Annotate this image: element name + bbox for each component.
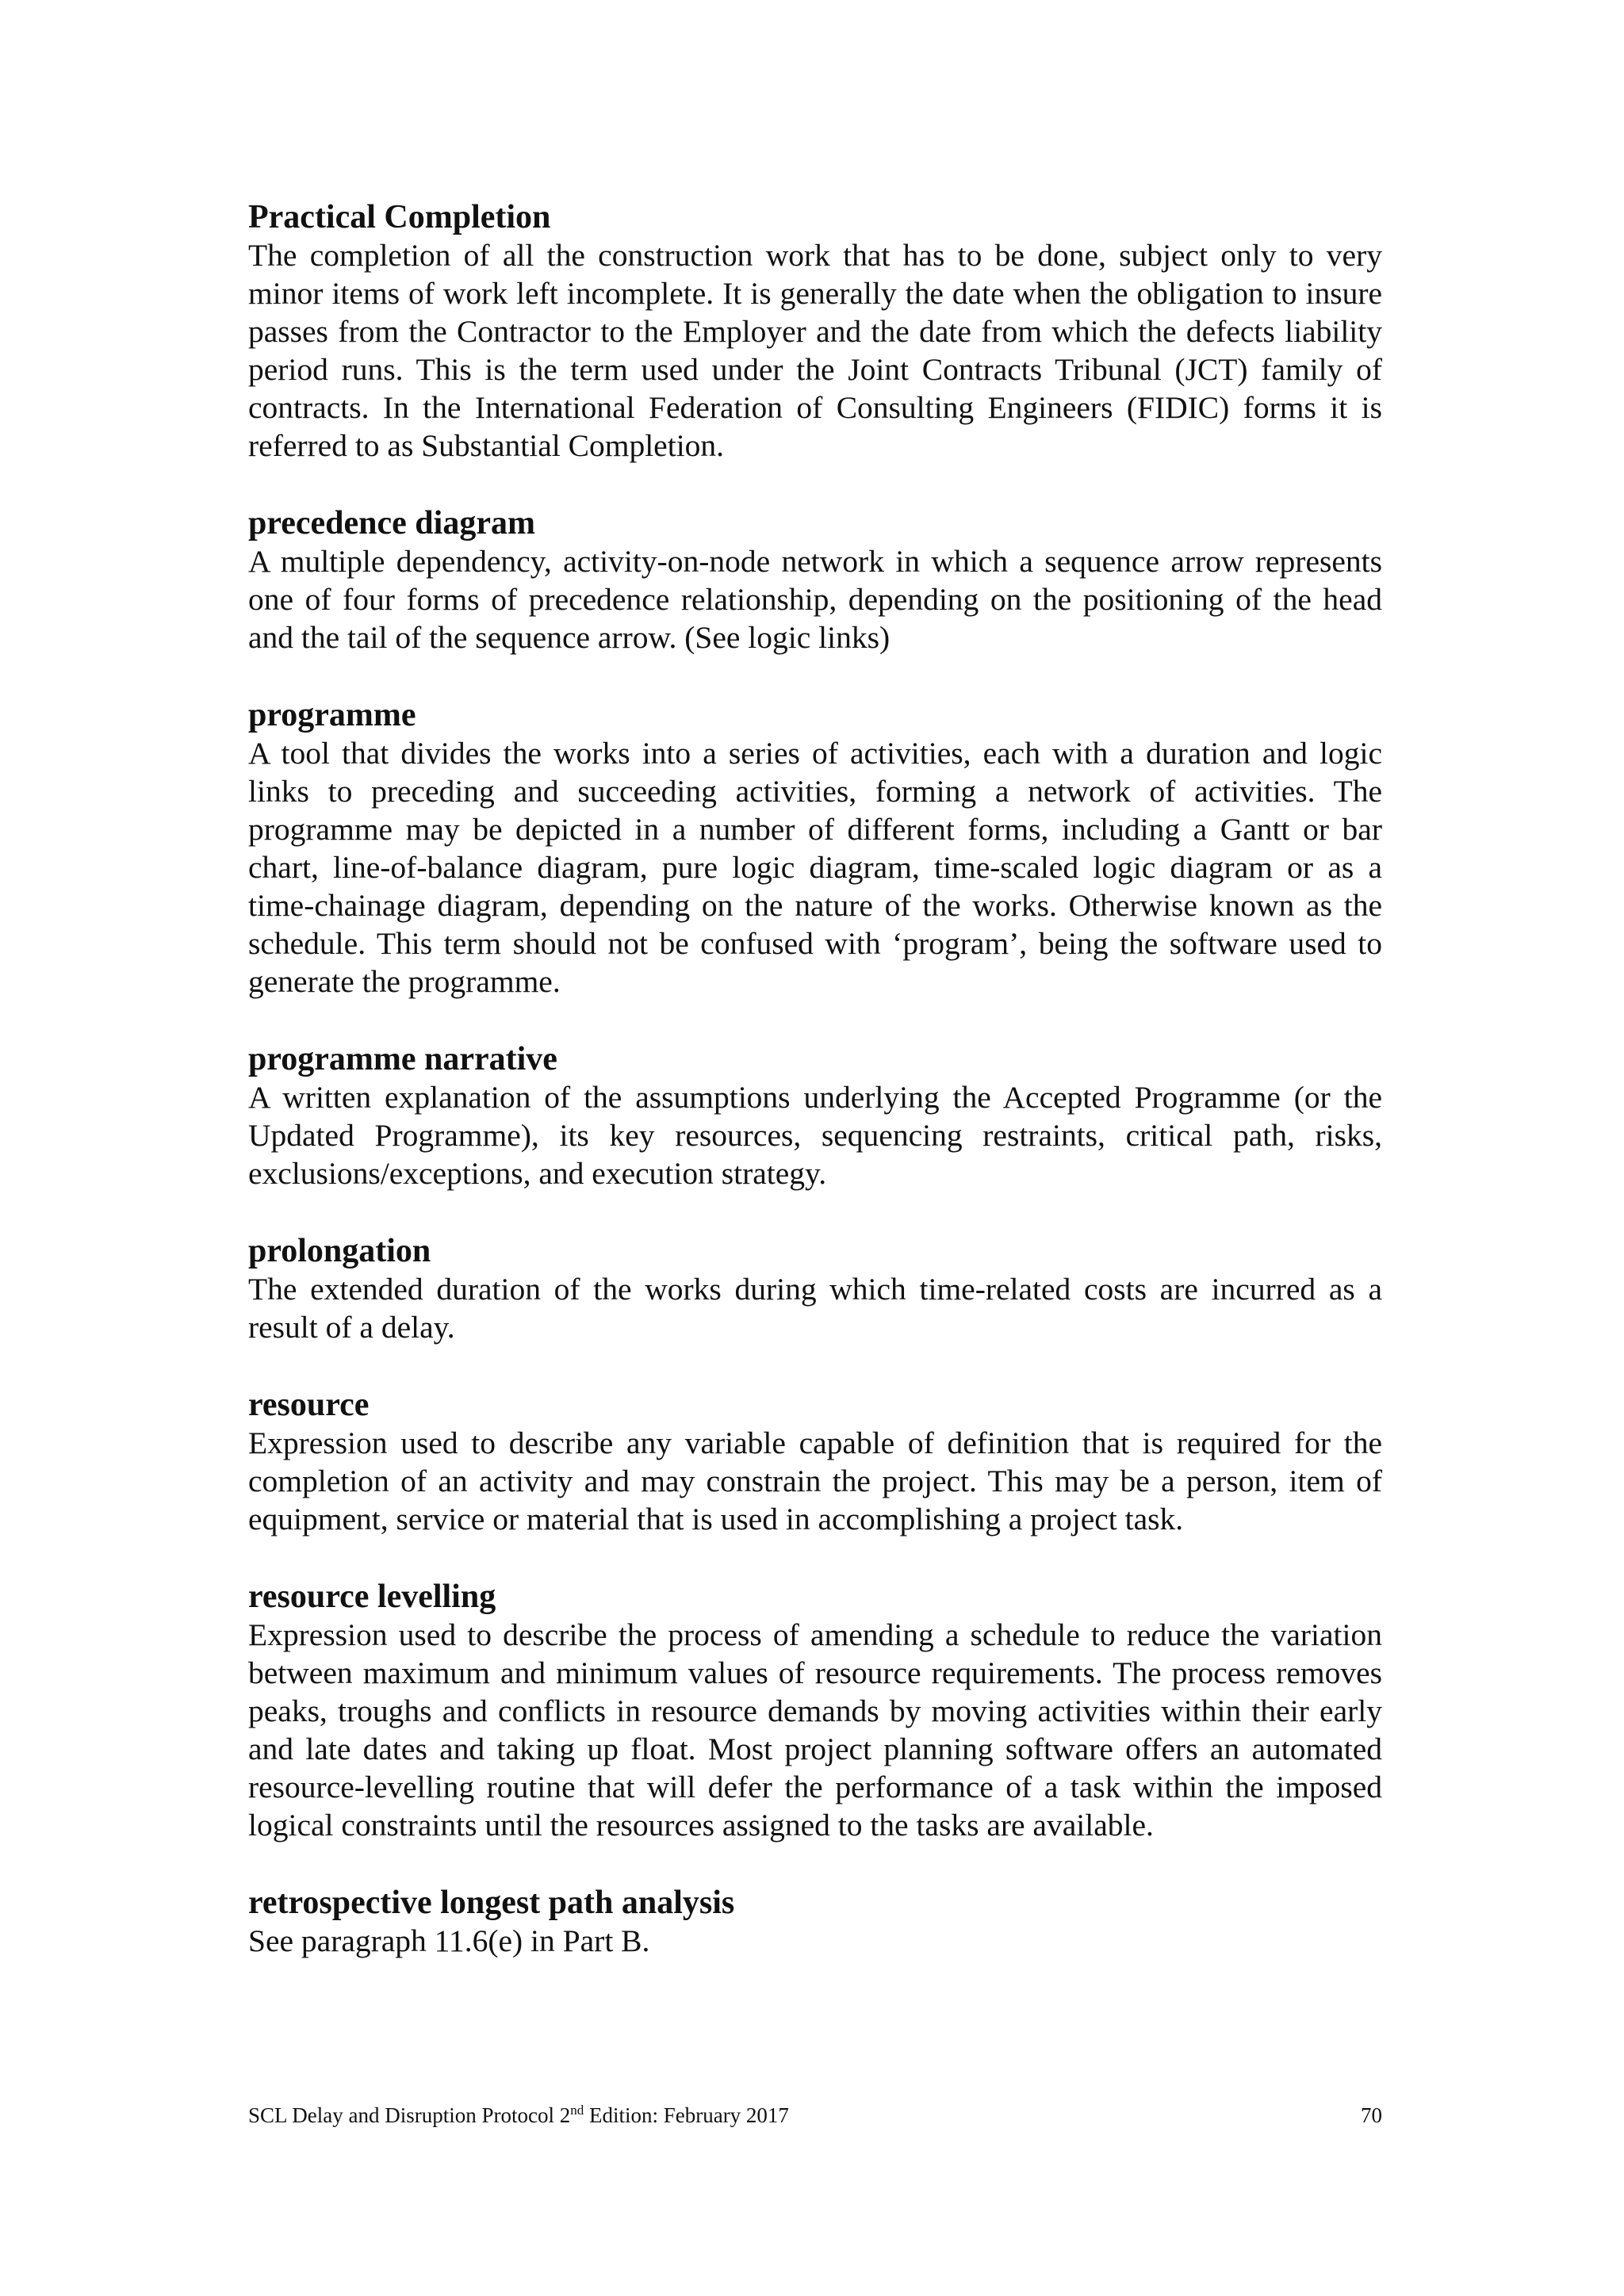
entry-term: retrospective longest path analysis — [248, 1885, 735, 1921]
glossary-entry-resource-levelling — [248, 1578, 1382, 1844]
entry-definition: The completion of all the construction work that has to be done, subject only to very minor items of work left incomplete. It is generally the date when the obligation to insure passes from the Contractor to the Employer and the date from which the defects liability period runs. This is the term used under the Joint Contracts Tribunal (JCT) family of contracts. In the International Federation of Consulting Engineers (FIDIC) forms it is referred to as Substantial Completion. — [248, 238, 1382, 463]
page-footer — [248, 2103, 1382, 2128]
entry-definition: A multiple dependency, activity-on-node network in which a sequence arrow represents one of four forms of precedence relationship, depending on the positioning of the head and the tail of the sequence arrow. (See logic links) — [248, 544, 1382, 655]
footer-title-main: SCL Delay and Disruption Protocol 2 — [248, 2103, 571, 2127]
entry-term: resource levelling — [248, 1578, 496, 1615]
entry-term: resource — [248, 1387, 370, 1423]
entry-definition: A written explanation of the assumptions underlying the Accepted Programme (or the Updated Programme), its key resources, sequencing restraints, critical path, risks, exclusions/exceptions, and execution strategy. — [248, 1080, 1382, 1191]
glossary-entry-retrospective-longest-path-analysis — [248, 1884, 1382, 1960]
footer-title-edition: Edition: February 2017 — [584, 2103, 789, 2127]
entry-term: precedence diagram — [248, 505, 535, 541]
glossary-entry-resource — [248, 1386, 1382, 1538]
entry-term: programme — [248, 697, 416, 733]
glossary-content — [248, 198, 1382, 1999]
glossary-entry-prolongation — [248, 1232, 1382, 1346]
entry-term: programme narrative — [248, 1041, 557, 1077]
glossary-entry-practical-completion — [248, 198, 1382, 465]
entry-term: prolongation — [248, 1233, 431, 1269]
entry-definition: Expression used to describe any variable capable of definition that is required for the completion of an activity and may constrain the project. This may be a person, item of equipment, service or material that is used in accomplishing a project task. — [248, 1425, 1382, 1536]
entry-definition: The extended duration of the works during which time-related costs are incurred as a result of a delay. — [248, 1272, 1382, 1345]
page-number: 70 — [1361, 2103, 1382, 2127]
entry-definition: Expression used to describe the process of amending a schedule to reduce the variation between maximum and minimum values of resource requirements. The process removes peaks, troughs and conflicts in resource demands by moving activities within their early and late dates and taking up float. Most project planning software offers an automated resource-levelling routine that will defer the performance of a task within the imposed logical constraints until the resources assigned to the tasks are available. — [248, 1617, 1382, 1843]
glossary-entry-programme — [248, 696, 1382, 1001]
footer-title-superscript: nd — [570, 2103, 584, 2118]
glossary-entry-programme-narrative — [248, 1040, 1382, 1192]
footer-title — [248, 2103, 789, 2128]
entry-term: Practical Completion — [248, 199, 551, 235]
glossary-entry-precedence-diagram — [248, 504, 1382, 656]
entry-definition: See paragraph 11.6(e) in Part B. — [248, 1923, 650, 1958]
entry-definition: A tool that divides the works into a series of activities, each with a duration and logic links to preceding and succeeding activities, forming a network of activities. The programme may be depicted in a number of different forms, including a Gantt or bar chart, line-of-balance diagram, pure logic diagram, time-scaled logic diagram or as a time-chainage diagram, depending on the nature of the works. Otherwise known as the schedule. This term should not be confused with ‘program’, being the software used to generate the programme. — [248, 736, 1382, 999]
